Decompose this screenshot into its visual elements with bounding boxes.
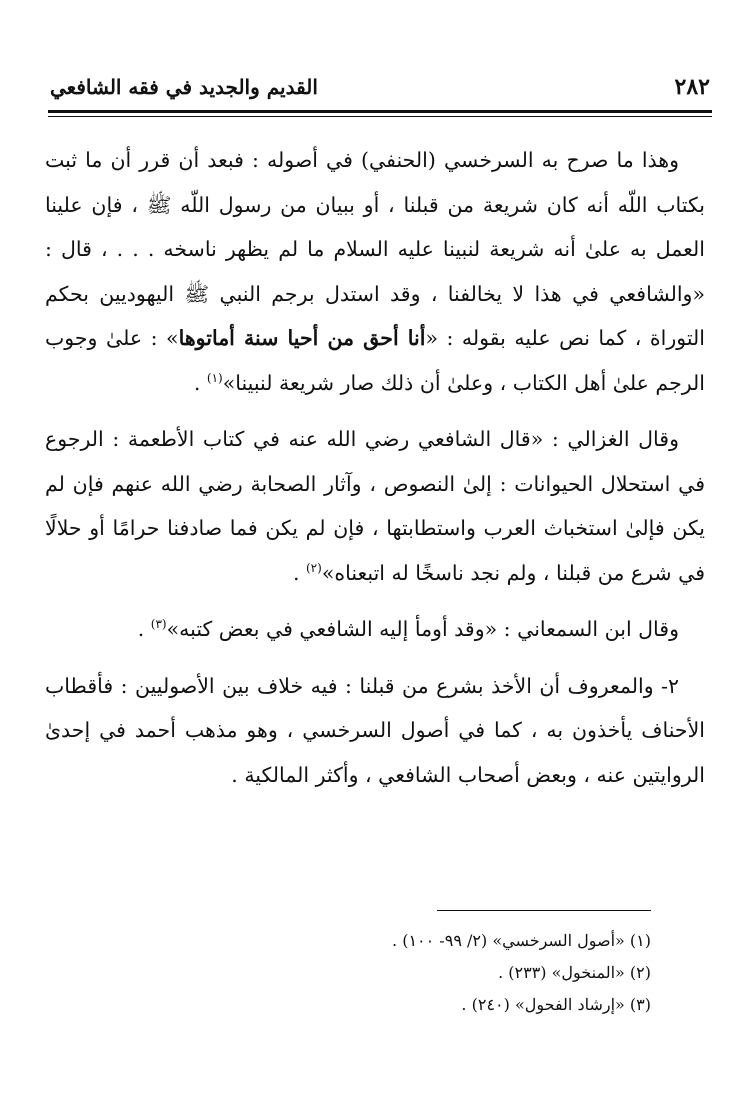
paragraph-end: . bbox=[193, 370, 207, 395]
footnote-ref-2[interactable]: (٢) bbox=[305, 560, 322, 575]
footnote-2: (٢) «المنخول» (٢٣٣) . bbox=[498, 963, 651, 982]
paragraph-samani bbox=[45, 607, 705, 652]
footnote-ref-3[interactable]: (٣) bbox=[150, 617, 167, 632]
running-title: القديم والجديد في فقه الشافعي bbox=[50, 75, 318, 99]
main-text bbox=[45, 138, 705, 797]
paragraph-point-2 bbox=[45, 664, 705, 798]
paragraph-end: . bbox=[137, 617, 151, 641]
paragraph-text: وقال ابن السمعاني : «وقد أومأ إليه الشافعي في بعض كتبه» bbox=[166, 617, 679, 641]
footnote-separator bbox=[437, 910, 651, 911]
paragraph-ghazali bbox=[45, 417, 705, 595]
footnotes bbox=[91, 925, 651, 1021]
paragraph-end: . bbox=[292, 560, 306, 585]
hadith-quote: أنا أحق من أحيا سنة أماتوها bbox=[178, 326, 426, 350]
page-number: ٢٨٢ bbox=[674, 74, 710, 100]
header-rule-thin bbox=[48, 116, 712, 117]
paragraph-text: وهذا ما صرح به السرخسي (الحنفي) في أصوله : فبعد أن قرر أن ما ثبت بكتاب اللّه أنه كان شريعة من قبلنا ، أو ببيان من رسول اللّه ﷺ ، فإن علينا العمل به علىٰ أنه شريعة لنبينا عليه السلام ما لم يظهر ناسخه . . . ، قال : «والشافعي في هذا لا يخالفنا ، وقد استدل برجم النبي ﷺ اليهوديين بحكم التوراة ، كما نص عليه بقوله : « bbox=[45, 148, 705, 350]
paragraph-text: » : علىٰ وجوب الرجم علىٰ أهل الكتاب ، وعلىٰ أن ذلك صار شريعة لنبينا» bbox=[45, 326, 705, 395]
footnote-ref-1[interactable]: (١) bbox=[206, 370, 223, 385]
footnote-3: (٣) «إرشاد الفحول» (٢٤٠) . bbox=[461, 995, 651, 1014]
paragraph-text: وقال الغزالي : «قال الشافعي رضي الله عنه في كتاب الأطعمة : الرجوع في استحلال الحيوانات : إلىٰ النصوص ، وآثار الصحابة رضي الله عنهم فإن لم يكن فإلىٰ استخباث العرب واستطابتها ، فإن لم يكن فما صادفنا حرامًا أو حلالًا في شرع من قبلنا ، ولم نجد ناسخًا له اتبعناه» bbox=[45, 427, 705, 585]
paragraph-sarakhsi bbox=[45, 138, 705, 405]
page-header bbox=[50, 68, 710, 106]
header-rule-thick bbox=[48, 110, 712, 113]
paragraph-text: ٢- والمعروف أن الأخذ بشرع من قبلنا : فيه خلاف بين الأصوليين : فأقطاب الأحناف يأخذون به ، كما في أصول السرخسي ، وهو مذهب أحمد في إحدىٰ الروايتين عنه ، وبعض أصحاب الشافعي ، وأكثر المالكية . bbox=[45, 673, 705, 787]
footnote-1: (١) «أصول السرخسي» (٢/ ٩٩- ١٠٠) . bbox=[392, 931, 651, 950]
